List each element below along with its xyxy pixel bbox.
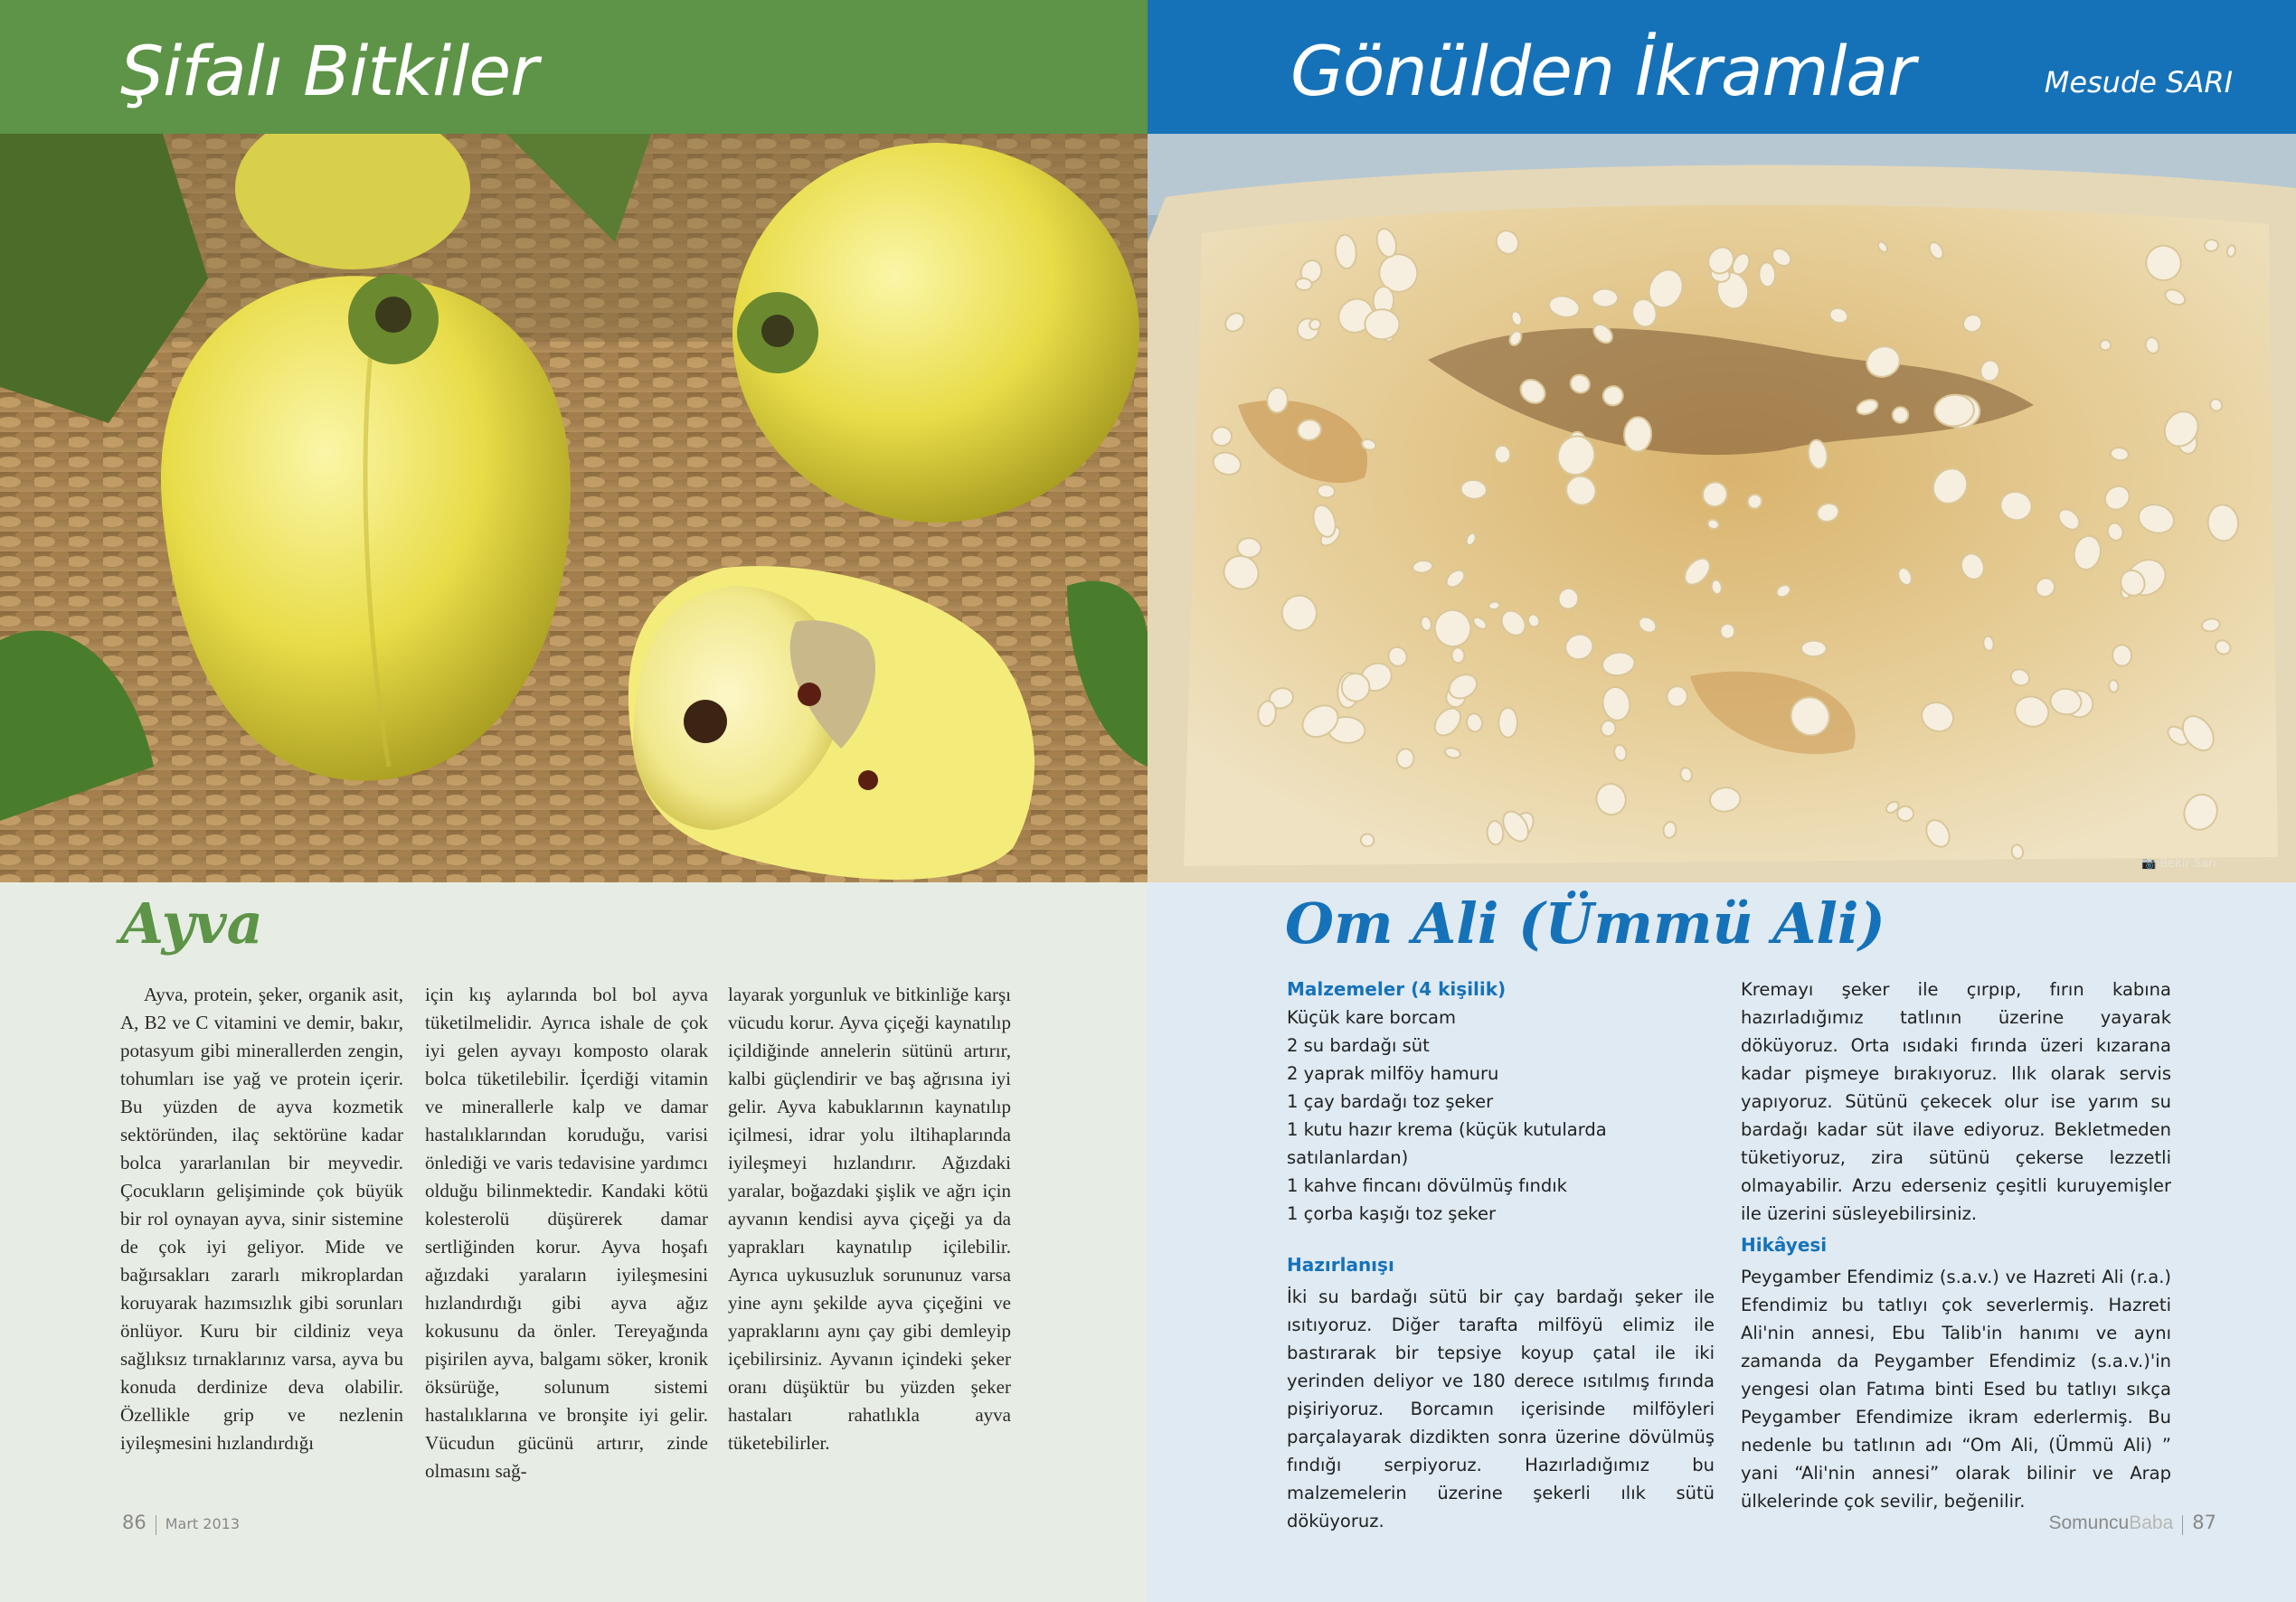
section-header-bar (1148, 0, 2296, 134)
issue-date: Mart 2013 (165, 1515, 240, 1532)
folio-divider (2182, 1515, 2183, 1535)
paragraph: layarak yorgunluk ve bitkinliğe karşı vücudu korur. Ayva çiçeği kaynatılıp içildiğinde annelerin sütünü artırır, kalbi güçlendirir ve baş ağrısına iyi gelir. Ayva kabuklarının kaynatılıp içilmesi, idrar yolu iltihaplarında iyileşmeyi hızlandırır. Ağızdaki yaralar, boğazdaki şişlik ve ağrı için ayvanın kendisi ayva çiçeği ya da yaprakları kaynatılıp içilebilir. Ayrıca uykusuzluk sorununuz varsa yine aynı şekilde ayva çiçeğini ve yapraklarını aynı çay gibi demleyip içebilirsiniz. Ayvanın içindeki şeker oranı düşüktür bu yüzden şeker hastaları rahatlıkla ayva tüketebilirler. (728, 984, 1011, 1454)
paragraph: için kış aylarında bol bol ayva tüketilmelidir. Ayrıca ishale de çok iyi gelen ayvayı komposto olarak bolca tüketilebilir. İçerdiği vitamin ve minerallerle kalp ve damar hastalıklarından koruduğu, varisi önlediği ve varis tedavisine yardımcı olduğu bilinmektedir. Kandaki kötü kolesterolü düşürerek damar sertliğinden korur. Ayva hoşafı ağızdaki yaraların iyileşmesini hızlandırdığı gibi ayva ağız kokusunu da önler. Tereyağında pişirilen ayva, balgamı söker, kronik öksürüğe, solunum sistemi hastalıklarına ve bronşite iyi gelir. Vücudun gücünü artırır, zinde olmasını sağ- (425, 984, 708, 1482)
hazelnut-piece (1897, 806, 1914, 821)
story-heading: Hikâyesi (1741, 1234, 1828, 1256)
hazelnut-piece (1623, 417, 1652, 453)
hazelnut-piece (1451, 647, 1465, 663)
right-folio (2049, 1512, 2217, 1535)
hazelnut-piece (1317, 484, 1336, 498)
ingredient-item: Küçük kare borcam (1287, 1007, 1456, 1028)
ingredient-item: 1 kahve fincanı dövülmüş fındık (1287, 1175, 1567, 1196)
preparation-heading: Hazırlanışı (1287, 1254, 1394, 1276)
ingredient-item: 1 çay bardağı toz şeker (1287, 1091, 1494, 1112)
hazelnut-piece (1487, 821, 1504, 845)
hazelnut-piece (1212, 427, 1233, 447)
ingredient-item: 1 kutu hazır krema (küçük kutularda satılanlardan) (1287, 1119, 1607, 1168)
hazelnut-piece (2100, 340, 2111, 351)
text-column-1 (120, 981, 403, 1457)
hazelnut-piece (1295, 278, 1312, 291)
hazelnut-piece (2205, 240, 2219, 252)
story-text: Peygamber Efendimiz (s.a.v.) ve Hazreti Ali (r.a.) Efendimiz bu tatlıyı çok severlermiş. Hazreti Ali'nin annesi, Ebu Talib'in hanımı ve aynı zamanda da Peygamber Efendimiz (s.a.v.)'in yengesi olan Fatıma binti Esed bu tatlıyı sıkça Peygamber Efendimize ikram ederlermiş. Bu nedenle bu tatlının adı “Om Ali, (Ümmü Ali) ” yani “Ali'nin annesi” olarak bilinir ve Arap ülkelerinde çok sevilir, beğenilir. (1741, 1267, 2171, 1512)
magazine-brand (2049, 1512, 2174, 1533)
om-ali-photo (1148, 134, 2296, 882)
text-column-2 (425, 981, 708, 1485)
recipe-column-2 (1741, 975, 2171, 1515)
article-title: Om Ali (Ümmü Ali) (1285, 891, 1885, 956)
ingredient-item: 2 su bardağı süt (1287, 1035, 1430, 1056)
page-number: 87 (2192, 1512, 2216, 1533)
article-title: Ayva (120, 891, 263, 956)
ingredients-list (1287, 1004, 1715, 1228)
hazelnut-piece (1720, 623, 1736, 639)
hazelnut-piece (1237, 538, 1261, 559)
page-number: 86 (122, 1512, 146, 1533)
hazelnut-piece (1365, 309, 1400, 340)
preparation-continued: Kremayı şeker ile çırpıp, fırın kabına hazırladığımız tatlının üzerine yayarak döküyoruz. Orta ısıdaki fırında üzeri kızarana kadar pişmeye bırakıyoruz. Ilık olarak servis yapıyoruz. Sütünü çekecek olur ise yarım su bardağı kadar süt ilave ediyoruz. Bekletmeden tüketiyoruz, zira sütünü çekerse lezzetli olmayabilir. Arzu ederseniz çeşitli kuruyemişler ile üzerini süsleyebilirsiniz. (1741, 979, 2171, 1224)
section-title: Gönülden İkramlar (1290, 31, 1915, 111)
hazelnut-piece (1592, 288, 1618, 306)
brand-part-a: Somuncu (2048, 1512, 2130, 1533)
ingredients-heading: Malzemeler (4 kişilik) (1287, 978, 1507, 1000)
left-folio (122, 1512, 240, 1535)
paragraph: Ayva, protein, şeker, organik asit, A, B2 ve C vitamini ve demir, bakır, potasyum gibi minerallerden zengin, tohumları ise yağ ve protein içerir. Bu yüzden de ayva kozmetik sektöründen, ilaç sektörüne kadar bolca yararlanılan bir meyvedir. Çocukların gelişiminde çok büyük bir rol oynayan ayva, sinir sistemine de çok iyi geliyor. Mide ve bağırsakları zararlı mikroplardan koruyarak hazımsızlık gibi sorunları önlüyor. Kuru bir cildiniz veya sağlıksız tırnaklarınız varsa, ayva bu konuda derdinize deva olabilir. Özellikle grip ve nezlenin iyileşmesini hızlandırdığı (120, 984, 403, 1454)
hazelnut-piece (1801, 641, 1827, 657)
section-header-bar (0, 0, 1148, 134)
hazelnut-piece (1495, 446, 1511, 464)
section-title: Şifalı Bitkiler (120, 31, 538, 111)
photo-credit-name: Bekir Sarı (2159, 857, 2216, 871)
text-column-3 (728, 981, 1011, 1457)
preparation-text: İki su bardağı sütü bir çay bardağı şeker ile ısıtıyoruz. Diğer tarafta milföyü elimiz ile bastırarak bir tepsiye koyup çatal ile iki yerinden deliyor ve 180 derece ısıtılmış fırında pişiriyoruz. Borcamın içerisinde milföyleri parçalayarak dizdikten sonra üzerine dövülmüş fındığı serpiyoruz. Hazırladığımız bu malzemelerin üzerine şekerli ılık sütü döküyoruz. (1287, 1286, 1715, 1531)
brand-part-b: Baba (2129, 1512, 2174, 1533)
hazelnut-piece (1759, 262, 1776, 287)
quince-photo (0, 134, 1148, 882)
ingredient-item: 2 yaprak milföy hamuru (1287, 1063, 1499, 1084)
photo-credit: 📷 Bekir Sarı (2140, 857, 2216, 871)
hazelnut-piece (2109, 680, 2120, 693)
hazelnut-piece (1498, 708, 1517, 738)
author-name: Mesude SARI (2044, 65, 2233, 99)
recipe-column-1 (1287, 975, 1715, 1535)
right-page (1148, 0, 2296, 1602)
ingredient-item: 1 çorba kaşığı toz şeker (1287, 1203, 1497, 1224)
